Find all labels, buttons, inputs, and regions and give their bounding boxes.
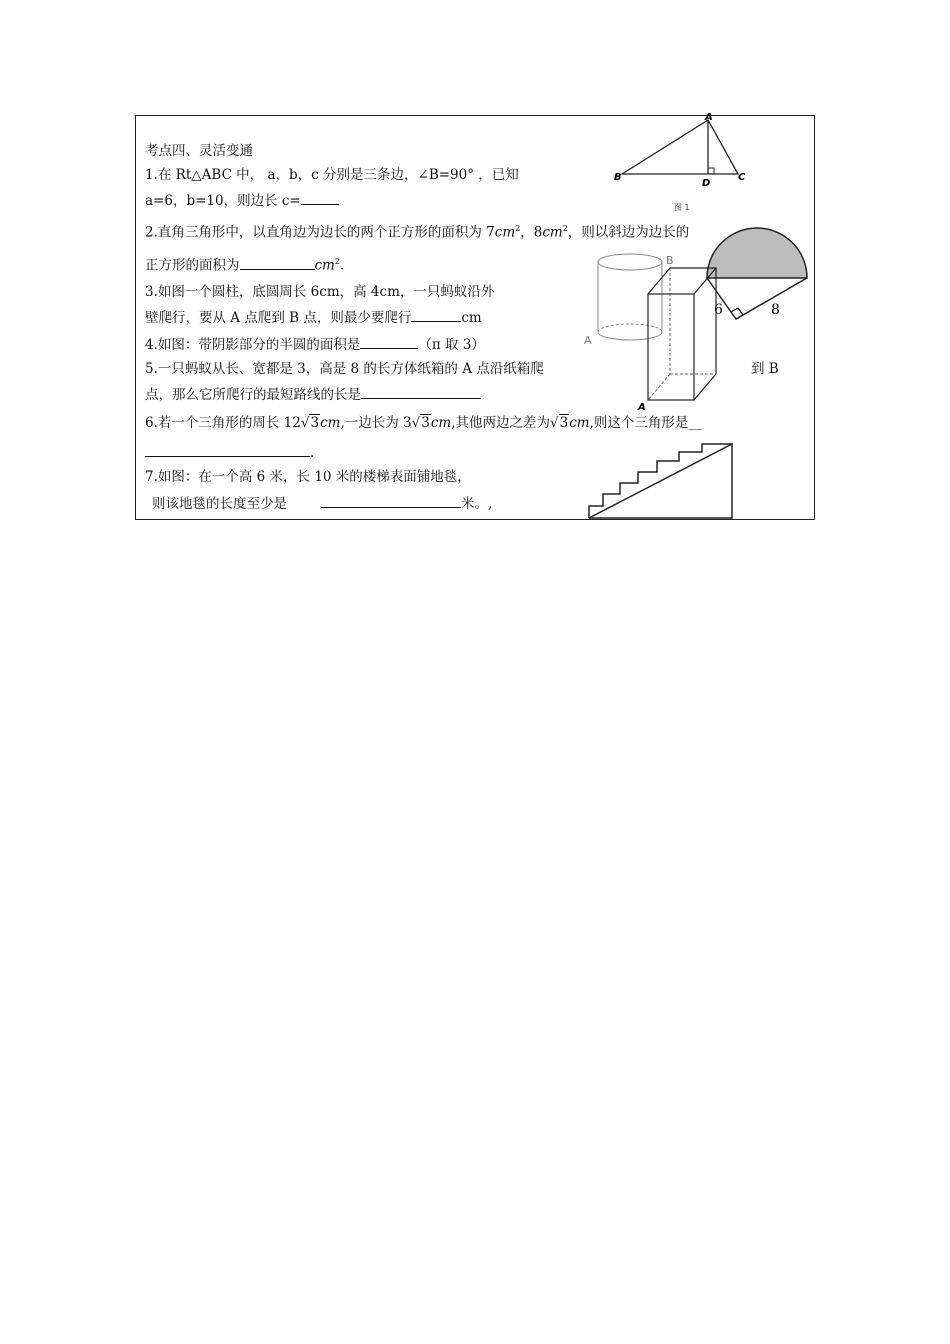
right-angle-mark — [708, 168, 714, 174]
answer-blank-4[interactable] — [360, 334, 418, 349]
figure-1-triangle — [614, 112, 754, 218]
question-5-line-1-end: 到 B — [751, 361, 779, 377]
question-5-line-2 — [145, 384, 481, 404]
question-1-text: a=6，b=10，则边长 c= — [145, 193, 301, 209]
answer-blank-6[interactable] — [145, 442, 310, 457]
question-2-line-2 — [145, 253, 344, 275]
box-edge — [694, 268, 716, 294]
radicand: 3 — [559, 415, 569, 431]
question-6-line-2 — [145, 442, 314, 462]
question-2-text-b: ，8 — [520, 224, 543, 241]
unit-cm: cm — [320, 415, 341, 431]
question-6-text-b: ,一边长为 3 — [340, 415, 412, 431]
box-edge — [694, 374, 716, 400]
question-6-text-c: ,其他两边之差为 — [451, 415, 550, 431]
question-5-line-1: 5.一只蚂蚁从长、宽都是 3，高是 8 的长方体纸箱的 A 点沿纸箱爬 — [145, 361, 544, 377]
question-3-text: 壁爬行，要从 A 点爬到 B 点，则最少要爬行 — [145, 310, 412, 326]
section-title: 考点四、灵活变通 — [145, 143, 253, 159]
question-6-text-d: ,则这个三角形是 — [589, 415, 689, 431]
question-1-line-1: 1.在 Rt△ABC 中， a，b，c 分别是三条边，∠B=90° ，已知 — [145, 167, 519, 183]
answer-blank-1[interactable] — [301, 190, 339, 205]
unit-exp: 2 — [334, 257, 340, 266]
figure-1-caption: 图 1 — [674, 203, 690, 212]
answer-blank-3[interactable] — [411, 307, 461, 322]
question-6-text-a: 6.若一个三角形的周长 12 — [145, 415, 301, 431]
label-A: A — [705, 112, 713, 123]
unit-cm: cm — [494, 224, 516, 241]
question-7-line-2 — [152, 493, 492, 513]
label-C: C — [738, 172, 746, 183]
question-6-line-1 — [145, 414, 702, 432]
rectangular-box-figure — [634, 262, 744, 412]
leg-label-6: 6 — [714, 302, 723, 318]
question-3-line-1: 3.如图一个圆柱，底圆周长 6cm，高 4cm，一只蚂蚁沿外 — [145, 284, 495, 300]
sqrt-symbol: √3 — [549, 415, 569, 431]
question-5-text: 点，那么它所爬行的最短路线的长是 — [145, 387, 361, 403]
question-7-text: 则该地毯的长度至少是 — [152, 496, 287, 512]
sqrt-symbol: √3 — [411, 415, 430, 431]
staircase-figure — [585, 440, 735, 522]
box-hidden-edge — [648, 374, 670, 400]
stair-triangle — [589, 444, 732, 518]
unit-exp: 2 — [515, 224, 521, 233]
period: . — [339, 257, 345, 274]
box-back-edges — [670, 268, 716, 374]
box-edge — [648, 268, 670, 294]
label-B: B — [614, 172, 622, 183]
question-7-line-1: 7.如图：在一个高 6 米，长 10 米的楼梯表面铺地毯， — [145, 469, 471, 485]
question-4-line — [145, 334, 485, 354]
leg-label-8: 8 — [771, 302, 780, 318]
unit-cm: cm — [430, 415, 452, 431]
label-B: B — [666, 254, 674, 267]
label-D: D — [702, 178, 711, 189]
answer-blank-5[interactable] — [361, 384, 481, 399]
unit-text: cm — [461, 310, 482, 326]
question-2-text-c: ，则以斜边为边长的 — [567, 224, 690, 241]
answer-blank-7[interactable] — [321, 493, 461, 508]
question-2-line-1 — [145, 220, 689, 242]
question-2-text-d: 正方形的面积为 — [145, 257, 240, 274]
unit-cm: cm — [569, 415, 590, 431]
radicand: 3 — [421, 415, 430, 431]
box-front-face — [648, 294, 694, 400]
unit-cm: cm — [542, 224, 563, 241]
unit-cm: cm — [314, 257, 335, 274]
question-1-line-2 — [145, 190, 339, 210]
question-6-tail: __ — [688, 415, 702, 431]
answer-blank-2[interactable] — [240, 255, 315, 270]
label-A: A — [584, 334, 592, 347]
question-4-note: （π 取 3） — [418, 337, 485, 353]
question-7-end: 米。, — [461, 496, 493, 512]
question-3-line-2 — [145, 307, 482, 327]
unit-exp: 2 — [562, 224, 568, 233]
question-4-text: 4.如图：带阴影部分的半圆的面积是 — [145, 337, 361, 353]
radicand: 3 — [310, 415, 320, 431]
period: . — [310, 445, 315, 461]
triangle-shape — [622, 120, 738, 174]
question-2-text-a: 2.直角三角形中，以直角边为边长的两个正方形的面积为 7 — [145, 224, 495, 241]
label-A: A — [638, 402, 646, 413]
sqrt-symbol: √3 — [300, 415, 320, 431]
